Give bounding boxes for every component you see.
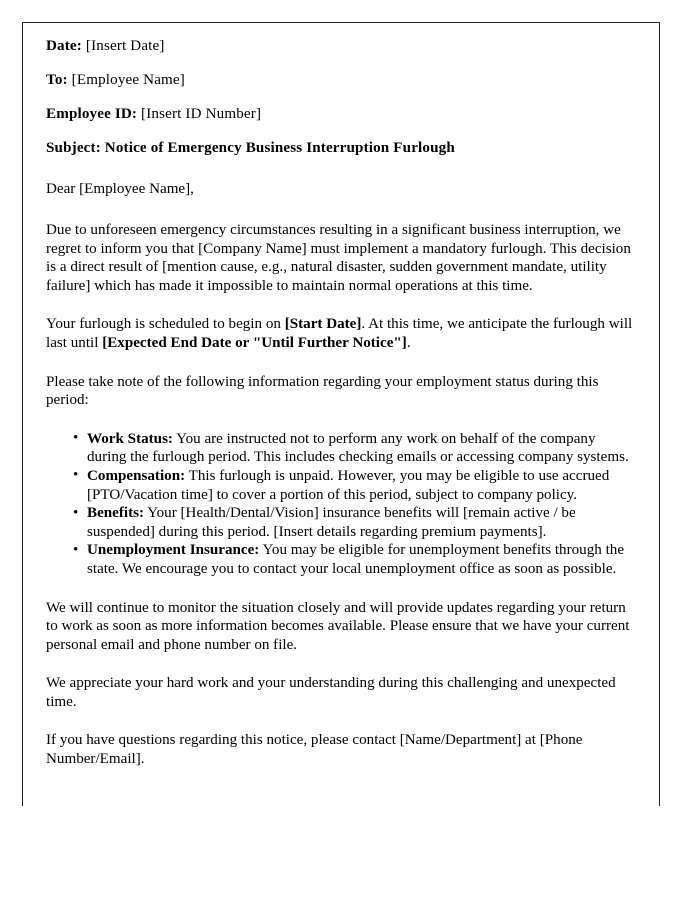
meta-value-date: [Insert Date] [85,38,165,54]
bullet-text-work-status: You are instructed not to perform any work on behalf of the company during the furlough period. This includes checking emails or accessing company systems. [87,430,629,466]
document-page [22,22,660,806]
paragraph-intro: Due to unforeseen emergency circumstances resulting in a significant business interruption, we regret to inform you that [Company Name] must implement a mandatory furlough. This decision is a direct result of [mention cause, e.g., natural disaster, sudden government mandate, utility failure] which has made it impossible to maintain normal operations at this time. [46,222,631,294]
bullet-text-unemployment-insurance: You may be eligible for unemployment benefits through the state. We encourage you to contact your local unemployment office as soon as possible. [87,542,625,577]
paragraph-furlough-dates [46,315,638,352]
meta-row-employee-id [46,105,638,124]
meta-label-employee-id: Employee ID: [46,106,138,122]
meta-value-employee-id: [Insert ID Number] [141,106,262,122]
dates-text-part-1: Your furlough is scheduled to begin on [46,316,285,333]
meta-label-date: Date: [46,38,82,54]
paragraph-contact: If you have questions regarding this notice, please contact [Name/Department] at [Phone Number/Email]. [46,732,583,768]
bullet-text-compensation: This furlough is unpaid. However, you may be eligible to use accrued [PTO/Vacation time] to cover a portion of this period, subject to company policy. [87,467,610,503]
meta-value-to: [Employee Name] [71,72,185,88]
paragraph-appreciate: We appreciate your hard work and your understanding during this challenging and unexpected time. [46,675,616,710]
salutation: Dear [Employee Name], [46,181,194,197]
meta-label-to: To: [46,72,68,88]
notice-bullet-list [46,430,638,579]
dates-bold-start-date: [Start Date] [284,316,362,333]
dates-text-part-3: . [406,334,411,351]
bullet-text-benefits: Your [Health/Dental/Vision] insurance benefits will [remain active / be suspended] during this period. [Insert details regarding premium payments]. [87,505,576,540]
list-item [46,504,638,541]
meta-row-date [46,37,638,56]
paragraph-monitor: We will continue to monitor the situation closely and will provide updates regarding your return to work as soon as more information becomes available. Please ensure that we have your current personal email and phone number on file. [46,599,630,653]
list-item [46,541,638,578]
subject-line: Subject: Notice of Emergency Business Interruption Furlough [46,140,455,156]
bullet-label-compensation: Compensation: [87,467,186,484]
bullet-label-benefits: Benefits: [87,505,145,522]
dates-bold-end-date: [Expected End Date or "Until Further Notice"] [102,334,407,351]
list-item [46,430,638,467]
paragraph-list-intro: Please take note of the following information regarding your employment status during this period: [46,373,599,409]
bullet-label-unemployment-insurance: Unemployment Insurance: [87,542,260,559]
document-body [46,37,638,789]
dates-text-part-2: . At this time, we anticipate the furlough will last until [46,316,633,351]
bullet-label-work-status: Work Status: [87,430,173,447]
meta-row-to [46,71,638,90]
list-item [46,467,638,504]
